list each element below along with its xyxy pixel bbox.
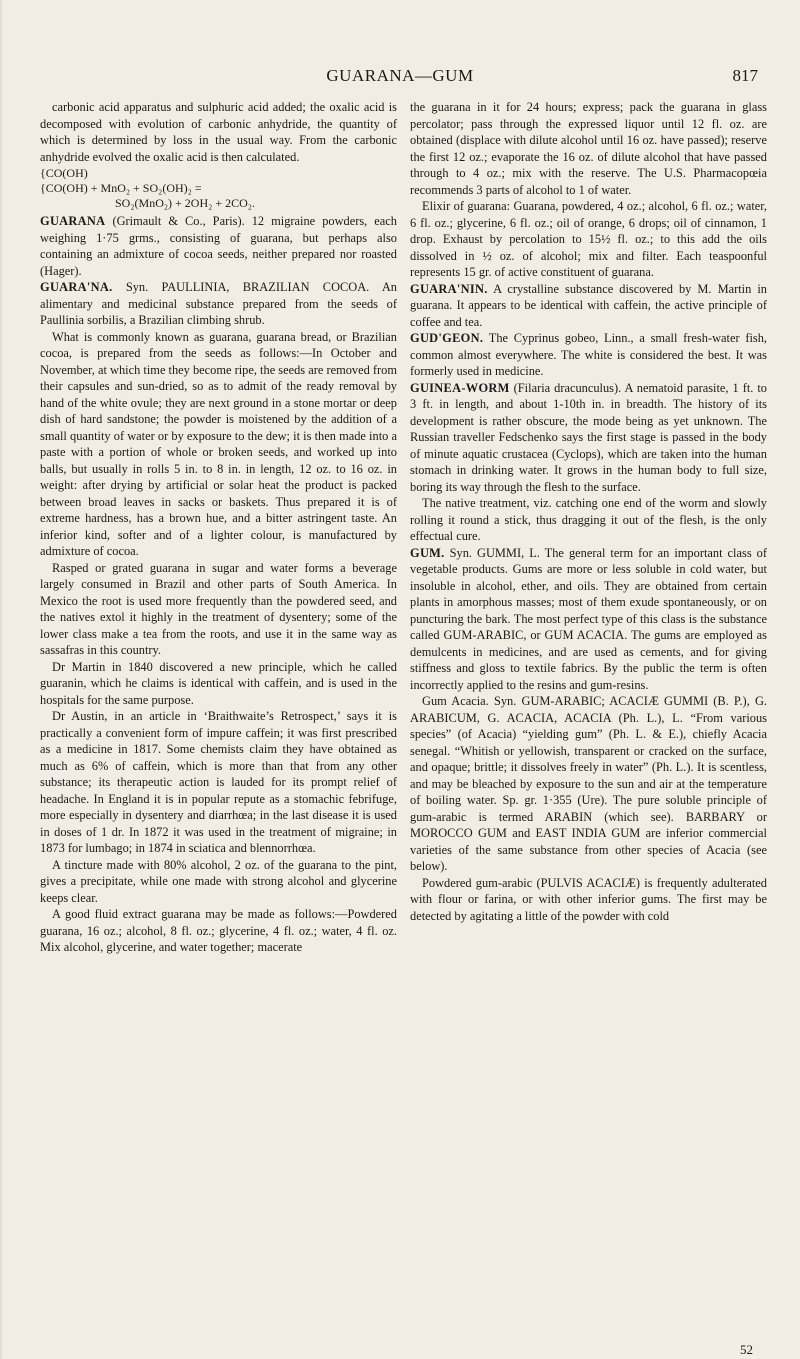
paragraph: Powdered gum-arabic (PULVIS ACACIÆ) is frequently adulterated with flour or farina, or with other inferior gums. The first may be detected by agitating a little of the powder with cold — [410, 875, 767, 923]
paragraph: Dr Martin in 1840 discovered a new principle, which he called guaranin, which he claims is identical with caffein, and is used in the hospitals for the same purpose. — [40, 659, 397, 707]
paragraph: Rasped or grated guarana in sugar and water forms a beverage largely consumed in Brazil and other parts of South America. In Mexico the root is used more frequently than the powdered seed, and the natives extol it highly in the treatment of dysentery; some of the lower class make a tea from the roots, and use it in the same way as sassafras in this country. — [40, 560, 397, 657]
entry-headword: GUARA'NA. — [40, 280, 113, 294]
dictionary-entry — [40, 279, 397, 329]
entry-headword: GUARA'NIN. — [410, 281, 488, 296]
dictionary-entry — [410, 380, 767, 496]
paragraph: A good fluid extract guarana may be made as follows:—Powdered guarana, 16 oz.; alcohol, 8 fl. oz.; glycerine, 4 fl. oz.; water, 4 fl. oz. Mix alcohol, glycerine, and water together; macerate — [40, 907, 397, 954]
running-head: GUARANA—GUM — [326, 66, 474, 85]
entry-body: (Filaria dracunculus). A nematoid parasite, 1 ft. to 3 ft. in length, and about 1-10th in. in breadth. The history of its development is rather obscure, the mode being as yet unknown. The Russian traveller Fedschenko says the first stage is passed in the body of minute aquatic crustacea (Cyclops), which are taken into the human stomach in drinking water. It grows in the human body to full size, boring its way through the flesh to the surface. — [410, 380, 767, 494]
paragraph: Dr Austin, in an article in ‘Braithwaite’s Retrospect,’ says it is practically a convenient form of impure caffein; it was first prescribed as a medicine in 1817. Some chemists claim they have obtained as much as 6% of caffein, which is more than that from any other substance; its therapeutic action is lauded for its prompt relief of headache. In England it is in popular repute as a stomachic febrifuge, more especially in dysentery and diarrhœa; in the last disease it is used in doses of 1 dr. In 1872 it was used in the treatment of migraine; in 1873 for lumbago; in 1874 in sciatica and blennorrhœa. — [40, 709, 397, 855]
entry-body: (Grimault & Co., Paris). 12 migraine powders, each weighing 1·75 grms., consisting of guarana, but perhaps also containing an admixture of cocoa seeds, neither prepared nor roasted (Hager). — [40, 214, 397, 278]
right-column — [410, 99, 767, 924]
dictionary-entry — [410, 330, 767, 380]
entry-headword: GUARANA — [40, 214, 106, 228]
entry-body: The Cyprinus gobeo, Linn., a small fresh-water fish, common almost everywhere. The white is considered the best. It was formerly used in medicine. — [410, 331, 767, 378]
paragraph: the guarana in it for 24 hours; express; pack the guarana in glass percolator; pass through the expressed liquor until 12 fl. oz. are obtained (displace with dilute alcohol until 16 oz. have passed); reserve the first 12 oz.; evaporate the 16 oz. of dilute alcohol that have passed through to 4 oz.; mix with the reserve. The U.S. Pharmacopœia recommends 3 parts of alcohol to 1 of water. — [410, 100, 767, 197]
entry-headword: GUD'GEON. — [410, 331, 484, 345]
entry-headword: GUM. — [410, 545, 445, 560]
entry-body: Syn. PAULLINIA, BRAZILIAN COCOA. An alimentary and medicinal substance prepared from the seeds of Paullinia sorbilis, a Brazilian climbing shrub. — [40, 280, 397, 327]
signature-mark: 52 — [740, 1342, 753, 1357]
left-column — [40, 99, 397, 956]
dictionary-entry — [410, 545, 767, 694]
paragraph: Elixir of guarana: Guarana, powdered, 4 oz.; alcohol, 6 fl. oz.; water, 6 fl. oz.; glycerine, 6 fl. oz.; oil of orange, 6 drops; oil of cinnamon, 1 drop. Exhaust by percolation to 15½ fl. oz.; to this add the oils dissolved in ½ oz. of alcohol; mix and filter. Each teaspoonful represents 15 gr. of active constituent of guarana. — [410, 199, 767, 279]
page-edge — [0, 0, 2, 1359]
page-number: 817 — [732, 66, 758, 85]
paragraph: A tincture made with 80% alcohol, 2 oz. of the guarana to the pint, gives a precipitate, while one made with strong alcohol and glycerine keeps clear. — [40, 857, 397, 905]
paragraph: Gum Acacia. Syn. GUM-ARABIC; ACACIÆ GUMMI (B. P.), G. ARABICUM, G. ACACIA, ACACIA (Ph. L.), L. “From various species” (of Acacia) “yielding gum” (Ph. L. & E.), chiefly Acacia senegal. “Whitish or yellowish, transparent or cracked on the surface, and opaque; brittle; it dissolves freely in water” (Ph. L.). It is scentless, and may be bleached by exposure to the sun and air at the temperature of boiling water. Sp. gr. 1·355 (Ure). The pure soluble principle of gum-arabic is termed ARABIN (which see). BARBARY or MOROCCO GUM and EAST INDIA GUM are inferior commercial varieties of the same substance from other species of Acacia (see below). — [410, 694, 767, 873]
paragraph: The native treatment, viz. catching one end of the worm and slowly rolling it round a stick, thus dragging it out of the flesh, is the only effectual cure. — [410, 496, 767, 543]
dictionary-entry — [410, 281, 767, 331]
entry-headword: GUINEA-WORM — [410, 380, 510, 395]
page-header — [0, 66, 800, 90]
chemical-formula: {CO(OH) {CO(OH) + MnO₂ + SO₂(OH)₂ = SO₂(MnO₂) + 2OH₂ + 2CO₂. — [40, 166, 255, 210]
entry-body: A crystalline substance discovered by M. Martin in guarana. It appears to be identical with caffein, the active principle of coffee and tea. — [410, 281, 767, 329]
entry-body: Syn. GUMMI, L. The general term for an important class of vegetable products. Gums are more or less soluble in cold water, but insoluble in alcohol, ether, and oils. They are obtained from certain plants in amorphous masses; most of them exude spontaneously, or on puncturing the bark. The most perfect type of this class is the substance called GUM-ARABIC, or GUM ACACIA. The gums are employed as demulcents in medicines, and are used as cements, and for giving stiffness and gloss to textile fabrics. By the public the term is often incorrectly applied to the resins and gum-resins. — [410, 545, 767, 692]
dictionary-entry — [40, 213, 397, 279]
paragraph: What is commonly known as guarana, guarana bread, or Brazilian cocoa, is prepared from the seeds as follows:—In October and November, at which time they become ripe, the seeds are removed from their capsules and sun-dried, so as to admit of the ready removal by hand of the white ovule; they are next ground in a stone mortar or deep dish of hard sandstone; the powder is moistened by the addition of a small quantity of water or by exposure to the dew; it is then made into a paste with a portion of whole or broken seeds, and worked up into balls, but usually in rolls 5 in. to 8 in. in length, 12 oz. to 16 oz. in weight: after drying by artificial or solar heat the product is packed between broad leaves in sacks or baskets. Thus prepared it is of extreme hardness, has a brown hue, and a bitter astringent taste. An inferior kind, softer and of a lighter colour, is manufactured by admixture of cocoa. — [40, 329, 397, 558]
paragraph: carbonic acid apparatus and sulphuric acid added; the oxalic acid is decomposed with evolution of carbonic anhydride, the quantity of which is determined by loss in the usual way. From the carbonic anhydride evolved the oxalic acid is then calculated. — [40, 100, 397, 164]
